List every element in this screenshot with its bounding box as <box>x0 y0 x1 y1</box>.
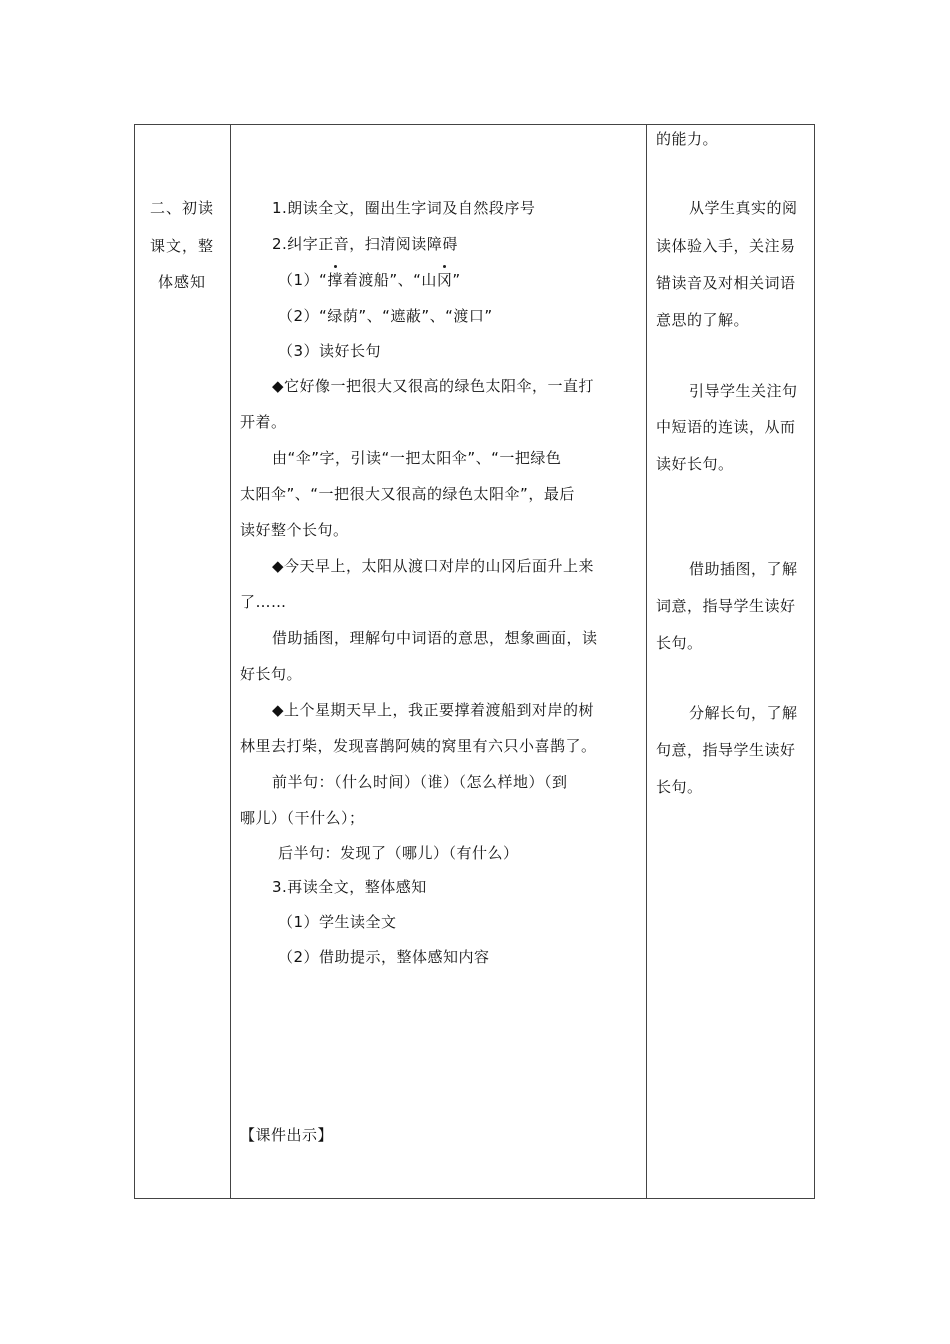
content-line: 1.朗读全文，圈出生字词及自然段序号 <box>272 199 536 217</box>
content-line: （2）借助提示，整体感知内容 <box>278 948 490 966</box>
intent-line: 长句。 <box>656 778 703 796</box>
courseware-label: 【课件出示】 <box>240 1126 334 1144</box>
content-line: （1）学生读全文 <box>278 913 397 931</box>
content-line: 3.再读全文，整体感知 <box>272 878 427 896</box>
stage-label-line: 课文，整 <box>150 237 215 255</box>
content-line-pinyin-marked <box>278 270 461 290</box>
intent-line: 词意，指导学生读好 <box>656 597 796 615</box>
intent-line: 意思的了解。 <box>656 311 750 329</box>
intent-line: 从学生真实的阅 <box>689 199 798 217</box>
intent-line: 借助插图，了解 <box>689 560 798 578</box>
intent-line: 分解长句，了解 <box>689 704 798 722</box>
content-line: 开着。 <box>240 413 287 431</box>
content-line: 由“伞”字，引读“一把太阳伞”、“一把绿色 <box>272 449 562 467</box>
content-line: 前半句：（什么时间）（谁）（怎么样地）（到 <box>272 773 568 791</box>
column-divider <box>230 125 231 1198</box>
content-line: （2）“绿荫”、“遮蔽”、“渡口” <box>278 307 493 325</box>
intent-line: 长句。 <box>656 634 703 652</box>
content-line: ◆今天早上，太阳从渡口对岸的山冈后面升上来 <box>272 557 595 575</box>
content-line: 太阳伞”、“一把很大又很高的绿色太阳伞”，最后 <box>240 485 575 503</box>
content-line: （3）读好长句 <box>278 342 382 360</box>
text-segment: ” <box>452 271 461 289</box>
content-line: 了…… <box>240 593 287 611</box>
text-segment: 着渡船”、“山 <box>342 271 437 289</box>
content-line: 借助插图，理解句中词语的意思，想象画面，读 <box>272 629 598 647</box>
intent-line: 中短语的连读，从而 <box>656 418 796 436</box>
emphasis-dot-char: 撑 <box>327 271 343 289</box>
intent-line: 句意，指导学生读好 <box>656 741 796 759</box>
content-line: ◆它好像一把很大又很高的绿色太阳伞，一直打 <box>272 377 595 395</box>
content-line: ◆上个星期天早上，我正要撑着渡船到对岸的树 <box>272 701 595 719</box>
intent-line: 的能力。 <box>656 130 719 148</box>
stage-label-line: 二、初读 <box>150 199 215 217</box>
content-line: 好长句。 <box>240 665 303 683</box>
content-line: 2.纠字正音，扫清阅读障碍 <box>272 235 458 253</box>
stage-label-line: 体感知 <box>158 273 207 291</box>
content-line: 林里去打柴，发现喜鹊阿姨的窝里有六只小喜鹊了。 <box>240 737 597 755</box>
intent-line: 错读音及对相关词语 <box>656 274 796 292</box>
intent-line: 读好长句。 <box>656 455 734 473</box>
emphasis-dot-char: 冈 <box>436 271 453 289</box>
content-line: 后半句：发现了（哪儿）（有什么） <box>278 844 519 862</box>
column-divider <box>646 125 647 1198</box>
content-line: 读好整个长句。 <box>240 521 349 539</box>
text-segment: （1）“ <box>278 271 328 289</box>
intent-line: 引导学生关注句 <box>689 382 798 400</box>
intent-line: 读体验入手，关注易 <box>656 237 796 255</box>
content-line: 哪儿）（干什么）； <box>240 809 365 827</box>
